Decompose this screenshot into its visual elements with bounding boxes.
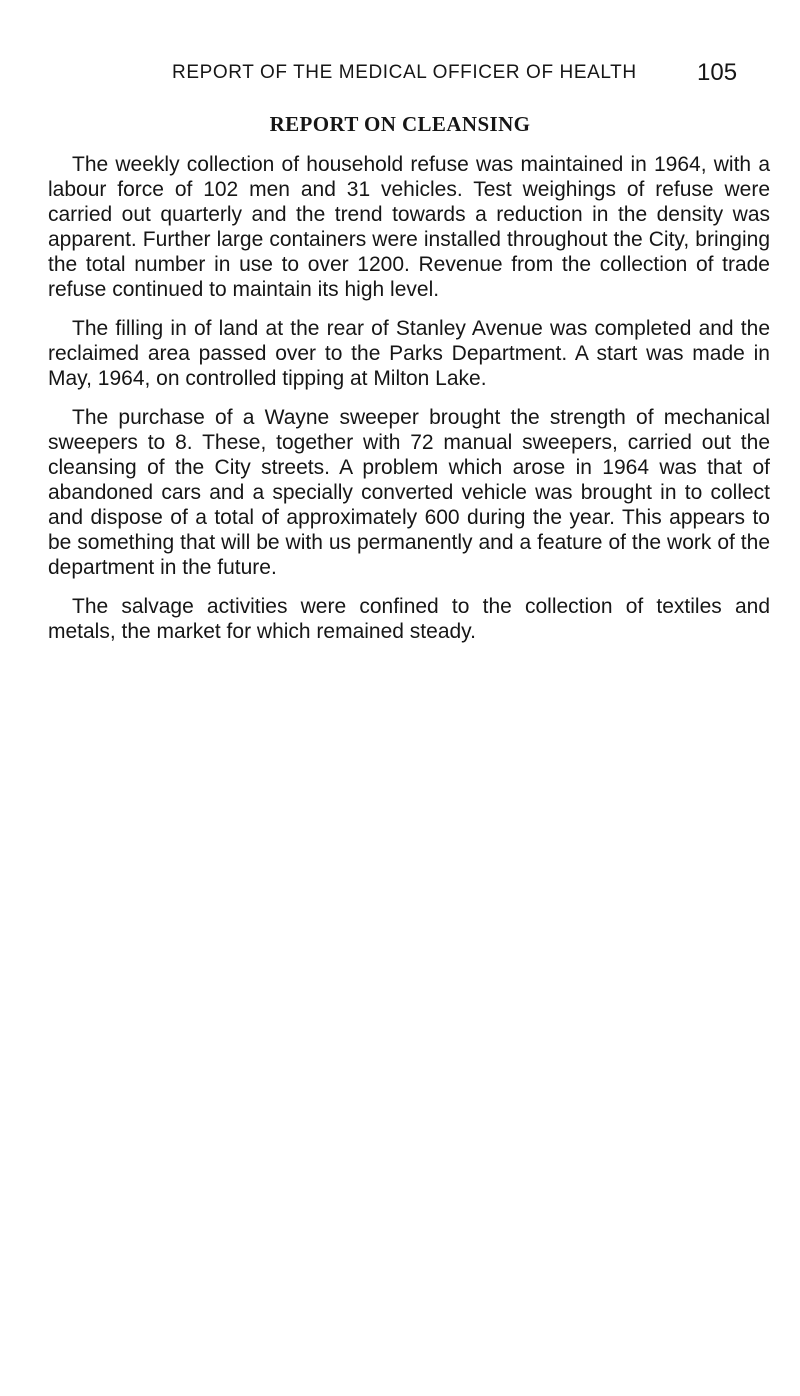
report-body	[48, 152, 770, 658]
page-number: 105	[697, 59, 738, 86]
paragraph-salvage: The salvage activities were confined to the collection of textiles and metals, the market for which remained steady.	[48, 595, 770, 643]
running-header: REPORT OF THE MEDICAL OFFICER OF HEALTH	[172, 62, 637, 83]
section-title: REPORT ON CLEANSING	[269, 112, 531, 136]
paragraph-refuse-collection: The weekly collection of household refuse was maintained in 1964, with a labour force of 102 men and 31 vehicles. Test weighings of refuse were carried out quarterly and the trend towards a reduction in the density was apparent. Further large containers were installed throughout the City, bringing the total number in use to over 1200. Revenue from the collection of trade refuse continued to maintain its high level.	[48, 153, 770, 301]
paragraph-street-sweeping: The purchase of a Wayne sweeper brought the strength of mechanical sweepers to 8. These, together with 72 manual sweepers, carried out the cleansing of the City streets. A problem which arose in 1964 was that of abandoned cars and a specially converted vehicle was brought in to collect and dispose of a total of approximately 600 during the year. This appears to be something that will be with us permanently and a feature of the work of the department in the future.	[48, 406, 770, 579]
paragraph-land-filling: The filling in of land at the rear of Stanley Avenue was completed and the reclaimed area passed over to the Parks Department. A start was made in May, 1964, on controlled tipping at Milton Lake.	[48, 317, 770, 390]
